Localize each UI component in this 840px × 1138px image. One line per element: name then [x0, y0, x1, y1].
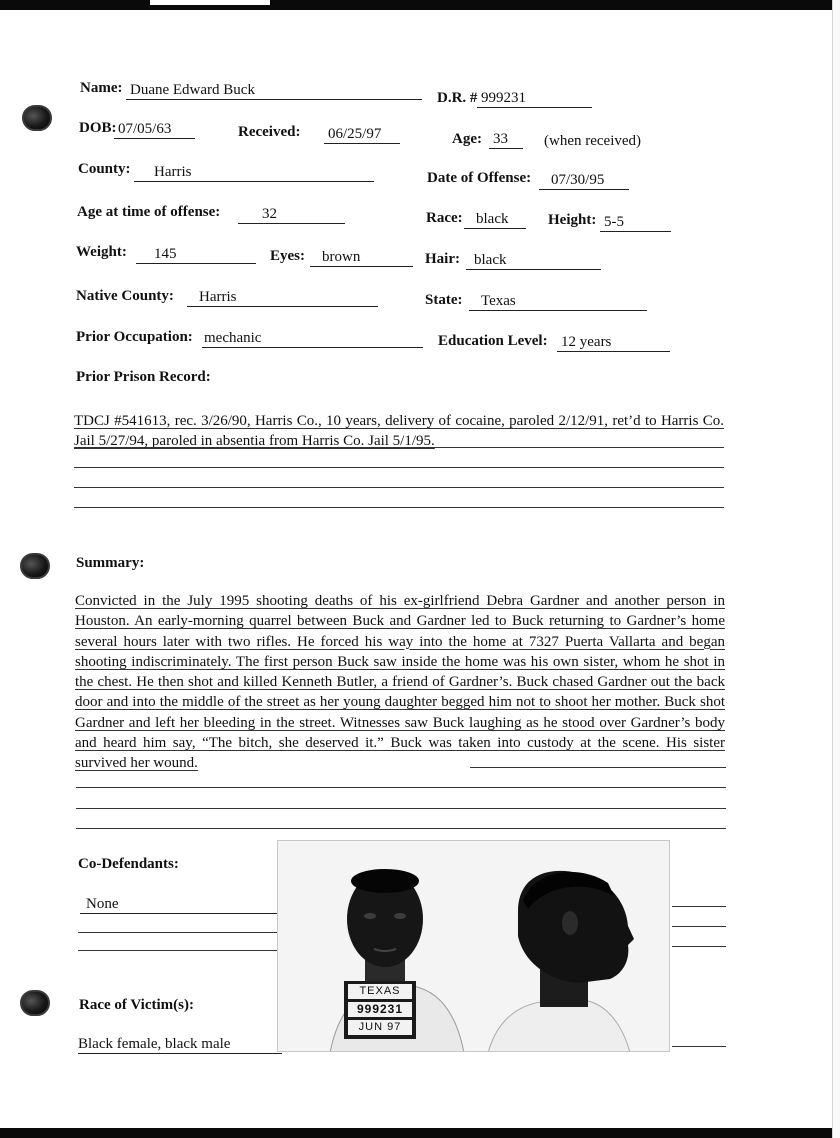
offense-date-value: 07/30/95 [539, 171, 629, 190]
received-value: 06/25/97 [324, 125, 400, 144]
dr-label: D.R. # [437, 90, 478, 106]
county-value: Harris [134, 163, 374, 182]
age-note: (when received) [544, 133, 642, 149]
prior-record-heading: Prior Prison Record: [76, 369, 211, 385]
summary-text: Convicted in the July 1995 shooting deaths of his ex-girlfriend Debra Gardner and another person in Houston. An early-morning quarrel between Buck and Gardner led to Buck returning to Gardner’s home several hours later with two rifles. He forced his way into the home at 7327 Puerta Vallarta and began shooting indiscriminately. The first person Buck saw inside the home was his own sister, whom he shot in the chest. He then shot and killed Kenneth Butler, a friend of Gardner’s. Buck chased Gardner out the back door and into the middle of the street as her young daughter begged him not to shoot her mother. Buck shot Gardner and left her bleeding in the street. Witnesses saw Buck laughing as he stood over Gardner’s body and heard him say, “The bitch, she deserved it.” Buck was taken into custody at the scene. His sister survived her wound. [75, 593, 725, 772]
blank-line [672, 1046, 726, 1047]
education-value: 12 years [557, 333, 670, 352]
age-offense-label: Age at time of offense: [77, 204, 221, 220]
blank-line [78, 932, 278, 933]
blank-line [76, 828, 726, 829]
age-label: Age: [452, 131, 482, 147]
blank-line [76, 787, 726, 788]
blank-line [74, 507, 724, 508]
county-label: County: [78, 161, 131, 177]
summary-heading: Summary: [76, 555, 145, 571]
victim-race-heading: Race of Victim(s): [79, 997, 194, 1013]
blank-line [76, 808, 726, 809]
occupation-value: mechanic [202, 329, 423, 348]
scan-top-border [0, 0, 840, 10]
hair-value: black [466, 251, 601, 270]
native-county-value: Harris [187, 288, 378, 307]
blank-line [74, 467, 724, 468]
blank-line [470, 767, 726, 768]
blank-line [672, 946, 726, 947]
race-value: black [464, 210, 526, 229]
occupation-label: Prior Occupation: [76, 329, 193, 345]
age-value: 33 [489, 130, 523, 149]
blank-line [74, 487, 724, 488]
codefendants-value: None [80, 895, 278, 914]
age-offense-value: 32 [238, 205, 345, 224]
blank-line [672, 906, 726, 907]
eyes-label: Eyes: [270, 248, 305, 264]
offense-date-label: Date of Offense: [427, 170, 532, 186]
hair-label: Hair: [425, 251, 460, 267]
mugshot-image [278, 841, 670, 1052]
weight-label: Weight: [76, 244, 127, 260]
state-value: Texas [469, 292, 647, 311]
height-label: Height: [548, 212, 597, 228]
native-county-label: Native County: [76, 288, 174, 304]
state-label: State: [425, 292, 463, 308]
dr-number-value: 999231 [477, 89, 592, 108]
id-placard [344, 981, 416, 1039]
victim-race-value: Black female, black male [78, 1035, 282, 1054]
punch-hole-icon [20, 553, 50, 579]
scan-bottom-border [0, 1128, 840, 1138]
scan-right-edge [832, 0, 840, 1138]
blank-line [74, 447, 724, 448]
prior-record-text: TDCJ #541613, rec. 3/26/90, Harris Co., 10 years, delivery of cocaine, paroled 2/12/91, ret’d to Harris Co. Jail 5/27/94, paroled in absentia from Harris Co. Jail 5/1/95. [74, 413, 724, 450]
punch-hole-icon [20, 990, 50, 1016]
name-value: Duane Edward Buck [126, 81, 422, 100]
placard-date: JUN 97 [348, 1020, 412, 1035]
placard-state: TEXAS [348, 984, 412, 999]
education-label: Education Level: [438, 333, 548, 349]
blank-line [672, 926, 726, 927]
placard-number: 999231 [348, 1002, 412, 1017]
punch-hole-icon [22, 105, 52, 131]
received-label: Received: [238, 124, 301, 140]
weight-value: 145 [136, 245, 256, 264]
dob-label: DOB: [79, 120, 117, 136]
race-label: Race: [426, 210, 463, 226]
codefendants-heading: Co-Defendants: [78, 856, 179, 872]
mugshot-photo [277, 840, 670, 1052]
blank-line [78, 950, 278, 951]
name-label: Name: [80, 80, 123, 96]
eyes-value: brown [310, 248, 413, 267]
height-value: 5-5 [600, 213, 671, 232]
dob-value: 07/05/63 [114, 120, 195, 139]
